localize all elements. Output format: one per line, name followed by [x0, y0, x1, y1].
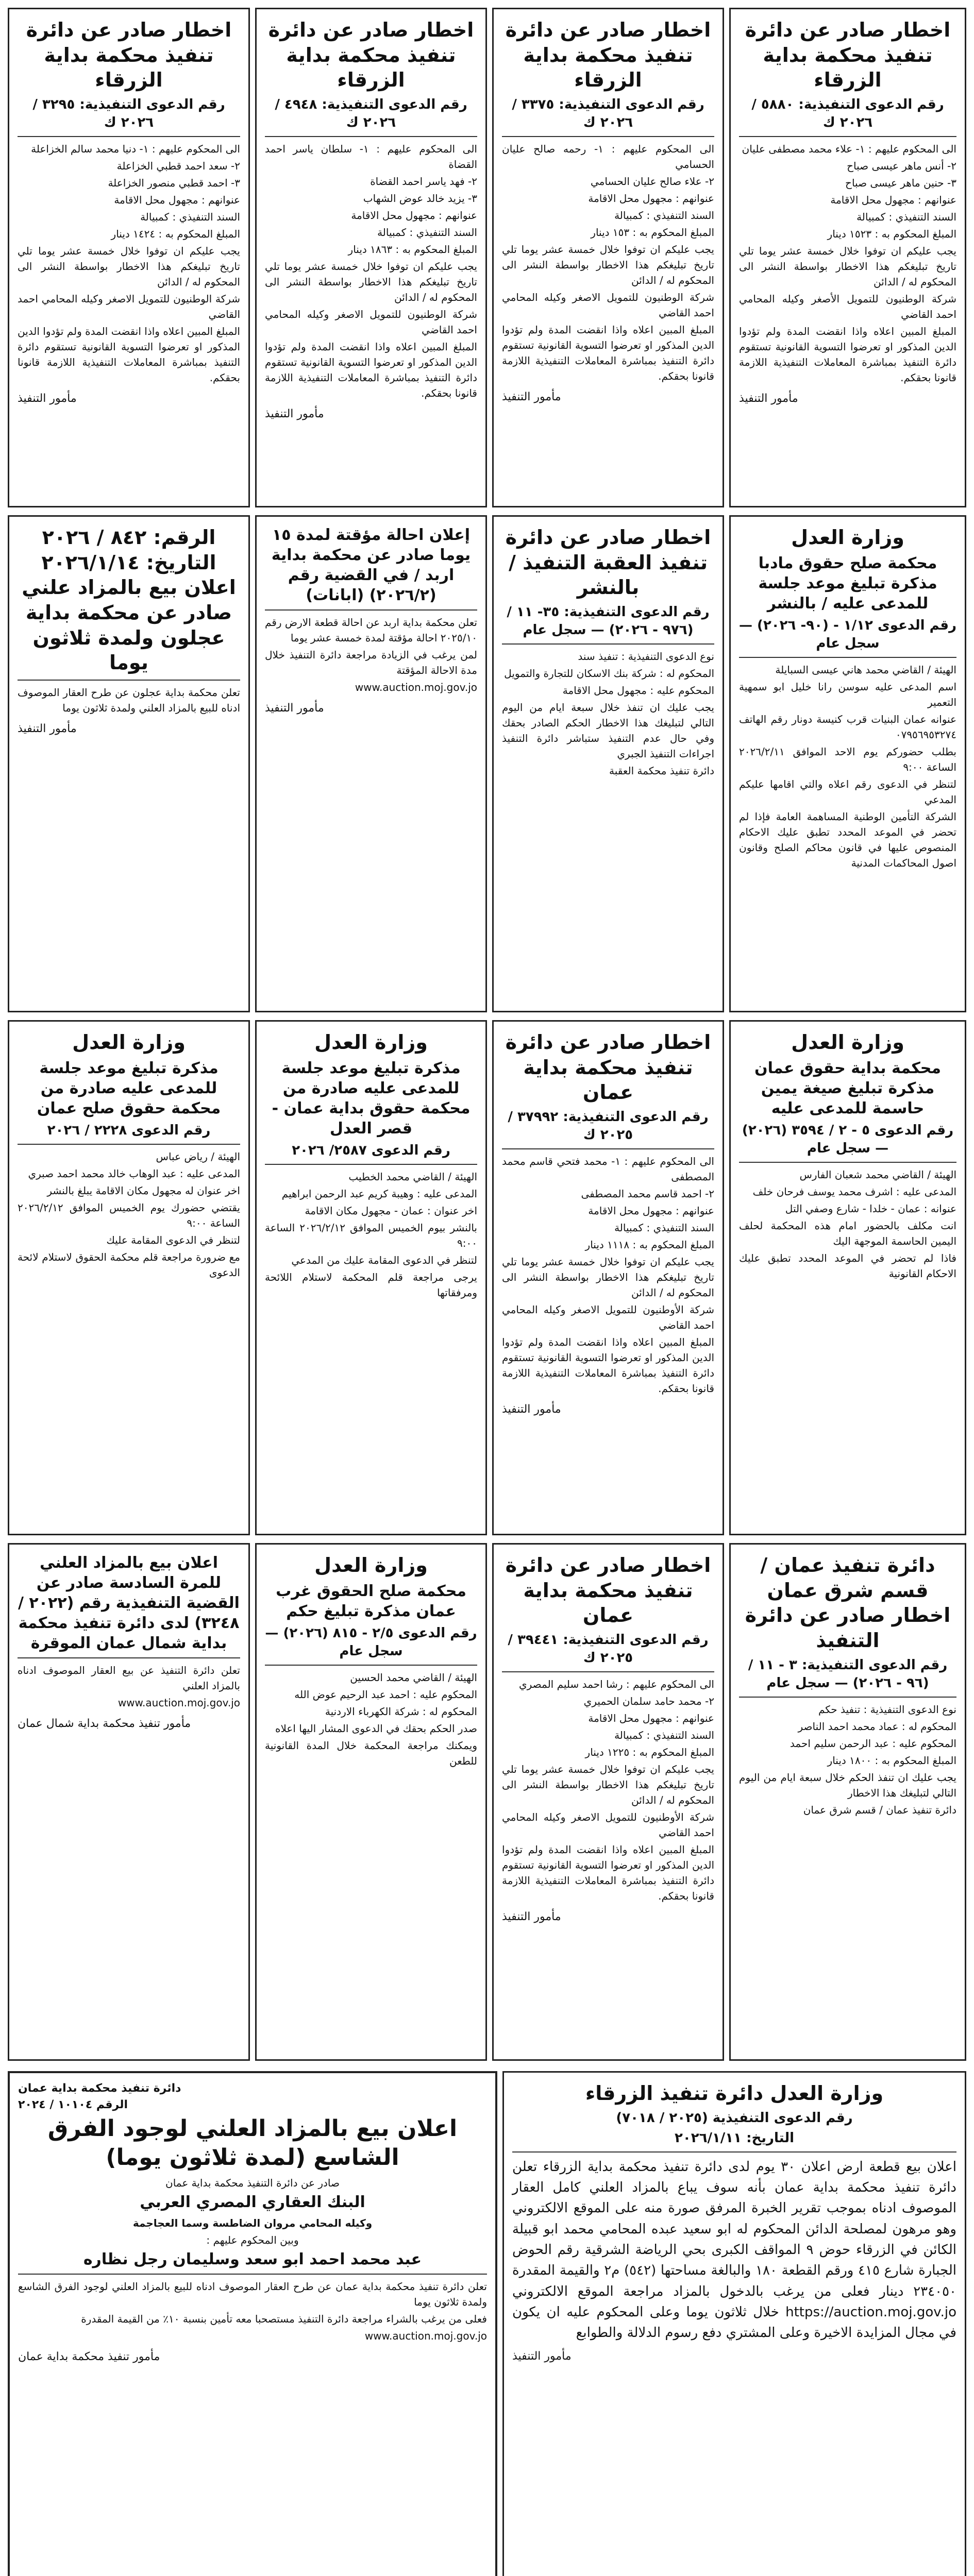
notice-r2-c3: [255, 515, 487, 1012]
notice-line: المبلغ المحكوم به : ١٥٣ دينار: [591, 226, 714, 239]
signature: مأمور التنفيذ: [502, 1403, 561, 1416]
notice-line: لتنظر في الدعوى رقم اعلاه والتي اقامها عليكم المدعي: [739, 777, 956, 806]
creditor-name: البنك العقاري المصري العربي: [140, 2193, 365, 2212]
notice-line: عنوانه عمان البنيات قرب كنيسة دونار رقم الهاتف ٠٧٩٥٦٩٥٣٢٧٤: [739, 713, 956, 741]
notice-r1-c3: [255, 8, 487, 507]
notice-line: الهيئة / القاضي محمد شعبان الفارس: [799, 1168, 956, 1181]
notice-line: لتنظر في الدعوى المقامة عليك: [106, 1233, 240, 1246]
notice-line: السند التنفيذي : كمبيالة: [614, 1729, 714, 1742]
case-number: رقم الدعوى ٥ - ٢ / ٣٥٩٤ (٢٠٢٦) — سجل عام: [742, 1122, 954, 1156]
notice-title: اخطار صادر عن دائرة تنفيذ العقبة التنفيذ / بالنشر: [505, 526, 711, 599]
notice-line: عنوانهم : مجهول محل الاقامة: [588, 192, 714, 205]
notice-r3-c1: [729, 1020, 966, 1535]
notice-line: دائرة تنفيذ محكمة العقبة: [609, 765, 714, 777]
notice-line: عنوانهم : مجهول محل الاقامة: [588, 1712, 714, 1725]
notice-line: شركة الوطنيون للتمويل الاصغر وكيله المحامي احمد القاضي: [265, 308, 477, 336]
notice-title: محكمة صلح حقوق مادبا مذكرة تبليغ موعد جلسة للمدعى عليه / بالنشر: [758, 554, 937, 613]
notice-line: الهيئة / القاضي محمد الخطيب: [348, 1170, 477, 1183]
notice-body: اعلان بيع قطعة ارض اعلان ٣٠ يوم لدى دائرة تنفيذ محكمة بداية الزرقاء تعلن دائرة تنفيذ محكمة بداية عمان بأنه سوف يباع بالمزاد العلني كامل العقار الموصوف ادناه بموجب تقرير الخبرة المرفق صورة منه على الموقع الالكتروني وهو مرهون لمصلحة الدائن المحكوم له ابو سعيد عبده المحامي محمد ابو قبيلة الكائن في الزرقاء حوض ٩ المواقف الكبرى بحي الرياضة الشرقية رقم الحوض الجبارة شارع ٤١٥ ورقم القطعة ١٨٠ والبالغة مساحتها (٥٤٢) م٢ والقيمة المقدرة ٢٣٤٠٥٠ دينار فعلى من يرغب بالدخول بالمزاد مراجعة الموقع الالكتروني https://auction.moj.gov.jo خلال ثلاثون يوما وعلى المحكوم عليه ان يكون في مجال المزايدة الاخيرة وعلى المشتري دفع رسوم الدلالة والطوابع: [512, 2159, 956, 2341]
case-number: رقم الدعوى ٢٥٨٧/ ٢٠٢٦: [292, 1142, 450, 1158]
signature: مأمور التنفيذ: [502, 391, 561, 404]
notice-title: مذكرة تبليغ موعد جلسة للمدعى عليه صادرة من محكمة حقوق بداية عمان - قصر العدل: [272, 1059, 471, 1138]
notice-line: الى المحكوم عليهم : ١- سلطان ياسر احمد القضاة: [265, 143, 477, 171]
notice-title: اخطار صادر عن دائرة تنفيذ محكمة بداية عمان: [505, 1554, 711, 1627]
notice-line: صدر الحكم بحقك في الدعوى المشار اليها اعلاه: [275, 1722, 477, 1735]
notice-line: المبلغ المحكوم به : ١٢٢٥ دينار: [585, 1746, 714, 1759]
notice-r3-c2: [492, 1020, 724, 1535]
notice-r4-c1: [729, 1543, 966, 2061]
notice-line: السند التنفيذي : كمبيالة: [614, 209, 714, 222]
notice-line: المبلغ المحكوم به : ١١١٨ دينار: [585, 1239, 714, 1251]
notice-line: المبلغ المبين اعلاه واذا انقضت المدة ولم تؤدوا الدين المذكور او تعرضوا التسوية القانونية تستقوم دائرة التنفيذ بمباشرة المعاملات التنفيذية اللازمة قانونا بحقكم.: [502, 324, 714, 383]
notice-line: المحكوم له : عماد محمد احمد الناصر: [798, 1720, 956, 1733]
case-number: رقم الدعوى التنفيذية: ٣٢٩٥ / ٢٠٢٦ ك: [32, 96, 225, 130]
notice-line: المبلغ المحكوم به : ١٨٠٠ دينار: [827, 1754, 956, 1767]
notice-line: يجب عليك ان تنفذ الحكم خلال سبعة ايام من اليوم التالي لتبليغك هذا الاخطار: [739, 1771, 956, 1799]
notice-line: المحكوم له : شركة بنك الاسكان للتجارة والتمويل: [504, 667, 714, 680]
ministry-title: وزارة العدل: [791, 526, 904, 549]
signature: مأمور تنفيذ محكمة بداية شمال عمان: [18, 1717, 191, 1730]
notice-r4-c2: [492, 1543, 724, 2061]
notice-line: اسم المدعى عليه سوسن رانا خليل ابو سمهية التعمير: [739, 680, 956, 708]
notice-line: الشركة التأمين الوطنية المساهمة العامة فإذا لم تحضر في الموعد المحدد تطبق عليك الاحكام المنصوص عليها في قانون محاكم الصلح وقانون اصول المحاكمات المدنية: [739, 810, 956, 869]
notice-line: المدعى عليه : اشرف محمد يوسف فرحان خلف: [752, 1185, 956, 1198]
signature: مأمور التنفيذ: [739, 392, 798, 405]
notice-line: المحكوم عليه : مجهول محل الاقامة: [562, 684, 714, 697]
notice-line: نوع الدعوى التنفيذية : تنفيذ حكم: [818, 1703, 956, 1716]
notice-line: المبلغ المبين اعلاه واذا انقضت المدة ولم تؤدوا الدين المذكور او تعرضوا التسوية القانونية تستقوم دائرة التنفيذ بمباشرة المعاملات التنفيذية اللازمة قانونا بحقكم.: [18, 325, 240, 384]
ministry-title: وزارة العدل: [791, 1031, 904, 1054]
notice-line: ٢- احمد قاسم محمد المصطفى: [581, 1188, 714, 1200]
notice-line: الى المحكوم عليهم : ١- دنيا محمد سالم الخزاعلة: [31, 143, 240, 156]
notice-line: المبلغ المبين اعلاه واذا انقضت المدة ولم تؤدوا الدين المذكور او تعرضوا التسوية القانونية تستقوم دائرة التنفيذ بمباشرة المعاملات التنفيذية اللازمة قانونا بحقكم.: [502, 1336, 714, 1395]
notice-line: عنوانهم : مجهول محل الاقامة: [830, 194, 956, 207]
notice-line: شركة الأوطنيون للتمويل الاصغر وكيله المحامي احمد القاضي: [502, 1303, 714, 1332]
notice-line: عنوانهم : مجهول محل الاقامة: [351, 209, 477, 222]
notice-title: اخطار صادر عن دائرة تنفيذ محكمة بداية الزرقاء: [268, 19, 474, 92]
notice-line: الهيئة / رياض عباس: [156, 1150, 240, 1163]
notice-line: المبلغ المحكوم به : ١٥٢٣ دينار: [827, 228, 956, 241]
notice-date: التاريخ: ٢٠٢٦/١/١١: [674, 2130, 795, 2146]
notice-line: الهيئة / القاضي محمد هاني عيسى السبايلة: [775, 663, 956, 676]
creditor-agent: وكيله المحامي مروان الضاطسة وسما العجاجمة: [132, 2217, 373, 2230]
debtor-label: وبين المحكوم عليهم :: [206, 2234, 299, 2247]
notice-line: انت مكلف بالحضور امام هذه المحكمة لحلف اليمين الحاسمة الموجهة اليك: [739, 1219, 956, 1247]
notice-title: محكمة بداية حقوق عمان مذكرة تبليغ صيغة يمين حاسمة للمدعى عليه: [754, 1059, 941, 1117]
notice-line: المحكوم له : شركة الكهرباء الاردنية: [325, 1705, 477, 1718]
notice-line: يجب عليكم ان توفوا خلال خمسة عشر يوما تلي تاريخ تبليغكم هذا الاخطار بواسطة النشر الى المحكوم له / الدائن: [18, 245, 240, 289]
notice-line: المدعى عليه : وهيبة كريم عبد الرحمن ابراهيم: [281, 1187, 477, 1200]
notice-title: اعلان بيع بالمزاد العلني للمرة السادسة صادر عن القضية التنفيذية رقم (٢٠٢٢ / ٣٢٤٨) لدى دائرة تنفيذ محكمة بداية شمال عمان الموقرة: [18, 1554, 240, 1652]
notice-line: فاذا لم تحضر في الموعد المحدد تطبق عليك الاحكام القانونية: [739, 1251, 956, 1280]
ministry-title: وزارة العدل: [314, 1031, 428, 1054]
signature: مأمور تنفيذ محكمة بداية عمان: [18, 2350, 160, 2364]
notice-line: اخر عنوان : عمان - مجهول مكان الاقامة: [305, 1204, 477, 1217]
notice-line: السند التنفيذي : كمبيالة: [857, 211, 956, 224]
notice-line: ٣- يزيد خالد عوض الشهاب: [363, 192, 477, 205]
notice-body: فعلى من يرغب بالشراء مراجعة دائرة التنفيذ مستصحبا معه تأمين بنسبة ١٠٪ من القيمة المقدرة: [81, 2313, 487, 2326]
notice-line: المبلغ المبين اعلاه واذا انقضت المدة ولم تؤدوا الدين المذكور او تعرضوا التسوية القانونية تستقوم دائرة التنفيذ بمباشرة المعاملات التنفيذية اللازمة قانونا بحقكم.: [265, 341, 477, 400]
notice-title: إعلان احالة مؤقتة لمدة ١٥ يوما صادر عن محكمة بداية اربد / في القضية رقم (٢٠٢٦/٢) (ابانات): [271, 526, 471, 604]
notice-r2-c2: [492, 515, 724, 1012]
notice-line: يجب عليك ان تنفذ خلال سبعة ايام من اليوم التالي لتبليغك هذا الاخطار الحكم الصادر بحقك وفي حال عدم التنفيذ ستباشر دائرة التنفيذ اجراءات التنفيذ الجبري: [502, 701, 714, 760]
notice-intro: صادر عن دائرة التنفيذ محكمة بداية عمان: [165, 2177, 340, 2190]
notice-line: السند التنفيذي : كمبيالة: [377, 226, 477, 239]
notice-line: دائرة تنفيذ عمان / قسم شرق عمان: [803, 1803, 956, 1816]
notice-r5-left-auction: [8, 2071, 497, 2576]
signature: مأمور التنفيذ: [265, 408, 324, 421]
notice-line: يقتضي حضورك يوم الخميس الموافق ٢٠٢٦/٢/١٢ الساعة ٩:٠٠: [18, 1201, 240, 1229]
notice-body: تعلن دائرة تنفيذ محكمة بداية عمان عن طرح العقار الموصوف ادناه للبيع بالمزاد العلني لوجود الفرق الشاسع ولمدة ثلاثون يوما: [18, 2280, 487, 2309]
notice-line: www.auction.moj.gov.jo: [117, 1697, 240, 1709]
notice-line: بطلب حضوركم يوم الاحد الموافق ٢٠٢٦/٢/١١ الساعة ٩:٠٠: [739, 745, 956, 773]
notice-line: السند التنفيذي : كمبيالة: [140, 211, 240, 224]
case-number: رقم الدعوى ٢٢٢٨ / ٢٠٢٦: [47, 1122, 211, 1138]
notice-title: اعلان بيع بالمزاد العلني لوجود الفرق الشاسع (لمدة ثلاثون يوما): [47, 2115, 458, 2171]
case-number: رقم الدعوى التنفيذية: ٣٣٧٥ / ٢٠٢٦ ك: [512, 96, 704, 130]
ministry-title: وزارة العدل: [72, 1031, 186, 1054]
notice-line: عنوانهم : مجهول محل الاقامة: [114, 194, 240, 207]
notice-line: لتنظر في الدعوى المقامة عليك من المدعي: [291, 1253, 477, 1266]
notice-line: عنوانهم : مجهول محل الاقامة: [588, 1205, 714, 1217]
signature: مأمور التنفيذ: [18, 392, 77, 405]
notice-line: بالنشر بيوم الخميس الموافق ٢٠٢٦/٢/١٢ الساعة ٩:٠٠: [265, 1221, 477, 1249]
notice-line: ٢- سعد احمد قطبي الخزاعلة: [116, 160, 240, 173]
notice-r2-c1: [729, 515, 966, 1012]
debtor-name: عبد محمد احمد ابو سعد وسليمان رجل نظاره: [83, 2250, 422, 2269]
notice-r3-c4: [8, 1020, 250, 1535]
notice-line: المبلغ المحكوم به : ١٤٢٤ دينار: [111, 228, 240, 241]
case-number: رقم الدعوى ٢/٥ - ٨١٥ (٢٠٢٦) — سجل عام: [265, 1625, 477, 1659]
notice-line: المبلغ المبين اعلاه واذا انقضت المدة ولم تؤدوا الدين المذكور او تعرضوا التسوية القانونية تستقوم دائرة التنفيذ بمباشرة المعاملات التنفيذية اللازمة قانونا بحقكم.: [739, 325, 956, 384]
notice-title: مذكرة تبليغ موعد جلسة للمدعى عليه صادرة من محكمة حقوق صلح عمان: [37, 1059, 221, 1117]
notice-title: اخطار صادر عن دائرة تنفيذ محكمة بداية الزرقاء: [26, 19, 232, 92]
notice-line: www.auction.moj.gov.jo: [355, 681, 477, 693]
case-number: رقم الدعوى التنفيذية: ٥٨٨٠ / ٢٠٢٦ ك: [751, 96, 944, 130]
case-number: رقم الدعوى التنفيذية: ٣ - ١١ / (٩٦ - ٢٠٢٦) — سجل عام: [748, 1657, 948, 1691]
notice-line: يجب عليكم ان توفوا خلال خمسة عشر يوما تلي تاريخ تبليغكم هذا الاخطار بواسطة النشر الى المحكوم له / الدائن: [502, 1256, 714, 1299]
case-number: رقم الدعوى التنفيذية: ٣٧٩٩٢ / ٢٠٢٥ ك: [508, 1109, 709, 1143]
ministry-title: وزارة العدل: [314, 1554, 428, 1577]
notice-line: شركة الوطنيون للتمويل الاصغر وكيله المحامي احمد القاضي: [502, 291, 714, 319]
notice-line: ٢- محمد حامد سلمان الحميري: [583, 1695, 714, 1708]
notice-line: تعلن محكمة بداية اربد عن احالة قطعة الارض رقم ٢٠٢٥/١٠ احالة مؤقتة لمدة خمسة عشر يوما: [265, 616, 477, 644]
notice-line: اخر عنوان له مجهول مكان الاقامة يبلغ بالنشر: [47, 1184, 240, 1197]
notice-title: الرقم: ٨٤٢ / ٢٠٢٦ التاريخ: ٢٠٢٦/١/١٤ اعلان بيع بالمزاد علني صادر عن محكمة بداية عجلون ولمدة ثلاثون يوما: [22, 526, 236, 674]
auction-url[interactable]: www.auction.moj.gov.jo: [364, 2330, 487, 2343]
notice-r4-c3: [255, 1543, 487, 2061]
signature: مأمور التنفيذ: [18, 722, 77, 735]
header-line: دائرة تنفيذ محكمة بداية عمان: [18, 2082, 181, 2095]
case-number: رقم الدعوى ١/١٢ - (٩٠- ٢٠٢٦) — سجل عام: [739, 617, 956, 651]
signature: مأمور التنفيذ: [265, 702, 324, 715]
notice-line: لمن يرغب في الزيادة مراجعة دائرة التنفيذ خلال مدة الاحالة المؤقتة: [265, 649, 477, 676]
case-number: رقم الدعوى التنفيذية: ٣٥- ١١ / (٩٧٦ - ٢٠٢٦) — سجل عام: [507, 604, 710, 638]
notice-line: يجب عليكم ان توفوا خلال خمسة عشر يوما تلي تاريخ تبليغكم هذا الاخطار بواسطة النشر الى المحكوم له / الدائن: [265, 260, 477, 304]
notice-line: تعلن دائرة التنفيذ عن بيع العقار الموصوف ادناه بالمزاد العلني: [18, 1664, 240, 1692]
signature: مأمور التنفيذ: [512, 2350, 572, 2363]
notice-line: ويمكنك مراجعة المحكمة خلال المدة القانونية للطعن: [265, 1739, 477, 1767]
notice-line: يجب عليكم ان توفوا خلال خمسة عشر يوما تلي تاريخ تبليغكم هذا الاخطار بواسطة النشر الى المحكوم له / الدائن: [502, 1763, 714, 1807]
notice-line: ٢- فهد ياسر احمد القضاة: [370, 175, 477, 188]
notice-line: الى المحكوم عليهم : ١- رحمه صالح عليان الحسامي: [502, 143, 715, 171]
notice-title: اخطار صادر عن دائرة تنفيذ محكمة بداية الزرقاء: [745, 19, 951, 92]
header-line: الرقم ١٠١٠٤ / ٢٠٢٤: [18, 2098, 128, 2111]
notice-r2-c4: [8, 515, 250, 1012]
notice-line: مع ضرورة مراجعة قلم محكمة الحقوق لاستلام لائحة الدعوى: [18, 1250, 240, 1279]
notice-line: ٢- علاء صالح عليان الحسامي: [591, 175, 714, 188]
notice-line: المحكوم عليه : احمد عبد الرحيم عوض الله: [294, 1688, 477, 1701]
case-number: رقم الدعوى التنفيذية (٢٠٢٥ / ٧٠١٨): [616, 2110, 853, 2126]
ministry-title: وزارة العدل دائرة تنفيذ الزرقاء: [585, 2082, 884, 2105]
notice-line: المدعى عليه : عبد الوهاب خالد محمد احمد صبري: [28, 1167, 240, 1180]
notice-title: اخطار صادر عن دائرة تنفيذ محكمة بداية الزرقاء: [505, 19, 711, 92]
notice-line: ٢- أنس ماهر عيسى صباح: [847, 160, 956, 173]
case-number: رقم الدعوى التنفيذية: ٤٩٤٨ / ٢٠٢٦ ك: [275, 96, 467, 130]
notice-line: المحكوم عليه : عبد الرحمن سليم احمد: [790, 1737, 956, 1750]
notice-r1-c4: [8, 8, 250, 507]
notice-line: الى المحكوم عليهم : ١- محمد فتحي قاسم محمد المصطفى: [502, 1155, 714, 1183]
notice-line: الهيئة / القاضي محمد الحسين: [350, 1671, 477, 1684]
case-number: رقم الدعوى التنفيذية: ٣٩٤٤١ / ٢٠٢٥ ك: [508, 1632, 709, 1666]
notice-line: المبلغ المبين اعلاه واذا انقضت المدة ولم تؤدوا الدين المذكور او تعرضوا التسوية القانونية تستقوم دائرة التنفيذ بمباشرة المعاملات التنفيذية اللازمة قانونا بحقكم.: [502, 1843, 714, 1903]
notice-line: السند التنفيذي : كمبيالة: [614, 1222, 714, 1234]
notice-line: شركة الأوطنيون للتمويل الاصغر وكيله المحامي احمد القاضي: [502, 1811, 714, 1839]
notice-line: الى المحكوم عليهم : ١- علاء محمد مصطفى عليان: [742, 143, 956, 156]
notice-r4-c4: [8, 1543, 250, 2061]
notice-r1-c1: [729, 8, 966, 507]
notice-line: ٣- احمد قطبي منصور الخزاعلة: [108, 177, 240, 190]
notice-line: الى المحكوم عليهم : رشا احمد سليم المصري: [518, 1678, 714, 1691]
notice-line: عنوانه : عمان - خلدا - شارع وصفي التل: [785, 1202, 956, 1215]
notice-line: يجب عليكم ان توفوا خلال خمسة عشر يوما تلي تاريخ تبليغكم هذا الاخطار بواسطة النشر الى المحكوم له / الدائن: [502, 243, 714, 287]
notice-r1-c2: [492, 8, 724, 507]
notice-line: يجب عليكم ان توفوا خلال خمسة عشر يوما تلي تاريخ تبليغكم هذا الاخطار بواسطة النشر الى المحكوم له / الدائن: [739, 245, 956, 289]
notice-line: يرجى مراجعة قلم المحكمة لاستلام اللائحة ومرفقاتها: [265, 1270, 477, 1299]
notice-line: شركة الوطنيون للتمويل الأصغر وكيله المحامي احمد القاضي: [739, 293, 956, 321]
signature: مأمور التنفيذ: [502, 1910, 561, 1924]
notice-r5-right-top: [502, 2071, 966, 2576]
notice-title: دائرة تنفيذ عمان / قسم شرق عمان اخطار صادر عن دائرة التنفيذ: [745, 1554, 951, 1652]
notice-line: نوع الدعوى التنفيذية : تنفيذ سند: [578, 650, 714, 663]
notice-r3-c3: [255, 1020, 487, 1535]
notice-title: محكمة صلح الحقوق غرب عمان مذكرة تبليغ حكم: [276, 1582, 466, 1620]
notice-line: شركة الوطنيون للتمويل الاصغر وكيله المحامي احمد القاضي: [18, 293, 240, 321]
notice-line: ٣- حنين ماهر عيسى صباح: [845, 177, 956, 190]
notice-line: تعلن محكمة بداية عجلون عن طرح العقار الموصوف ادناه للبيع بالمزاد العلني ولمدة ثلاثون يوما: [18, 686, 240, 714]
notice-line: المبلغ المحكوم به : ١٨٦٣ دينار: [348, 243, 477, 256]
notice-title: اخطار صادر عن دائرة تنفيذ محكمة بداية عمان: [505, 1031, 711, 1104]
